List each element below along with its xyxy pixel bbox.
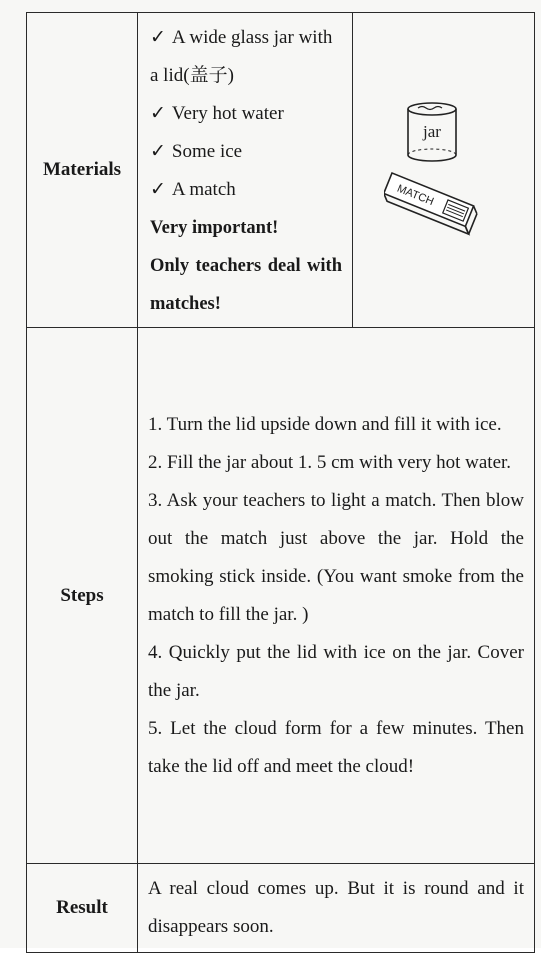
step-item: 2. Fill the jar about 1. 5 cm with very hot water. bbox=[148, 451, 512, 473]
steps-row bbox=[27, 328, 535, 864]
material-item-text: Very hot water bbox=[171, 103, 284, 124]
check-icon: ✓ bbox=[150, 27, 166, 48]
materials-label: Materials bbox=[27, 13, 138, 328]
material-item-text: A wide glass jar with a lid(盖子) bbox=[150, 27, 333, 86]
materials-list bbox=[138, 13, 353, 328]
result-label: Result bbox=[27, 864, 138, 953]
materials-row bbox=[27, 13, 535, 328]
check-icon: ✓ bbox=[150, 103, 166, 124]
step-item: 5. Let the cloud form for a few minutes. Then take the lid off and meet the cloud! bbox=[148, 717, 524, 777]
materials-illustration bbox=[353, 13, 535, 328]
check-icon: ✓ bbox=[150, 179, 166, 200]
material-item bbox=[150, 19, 342, 95]
result-content bbox=[138, 864, 535, 953]
result-text: A real cloud comes up. But it is round and it disappears soon. bbox=[148, 878, 524, 937]
material-item-text: A match bbox=[171, 179, 236, 200]
step-item: 1. Turn the lid upside down and fill it with ice. bbox=[148, 413, 502, 435]
material-item bbox=[150, 133, 342, 171]
experiment-table bbox=[26, 12, 535, 953]
steps-label: Steps bbox=[27, 328, 138, 864]
warning-text: Only teachers deal with matches! bbox=[150, 256, 342, 314]
jar-and-matchbox-illustration bbox=[384, 93, 504, 243]
matchbox-icon bbox=[384, 173, 479, 234]
material-item bbox=[150, 171, 342, 209]
check-icon: ✓ bbox=[150, 141, 166, 162]
steps-content bbox=[138, 328, 535, 864]
jar-label: jar bbox=[422, 121, 441, 141]
step-item: 3. Ask your teachers to light a match. Then blow out the match just above the jar. Hold the smoking stick inside. (You want smoke from the match to fill the jar. ) bbox=[148, 489, 524, 625]
warning-heading: Very important! bbox=[150, 218, 279, 238]
matchbox-label: MATCH bbox=[394, 182, 435, 208]
material-item-text: Some ice bbox=[171, 141, 243, 162]
jar-icon bbox=[408, 103, 456, 161]
result-row bbox=[27, 864, 535, 953]
step-item: 4. Quickly put the lid with ice on the jar. Cover the jar. bbox=[148, 641, 524, 701]
material-item bbox=[150, 95, 342, 133]
